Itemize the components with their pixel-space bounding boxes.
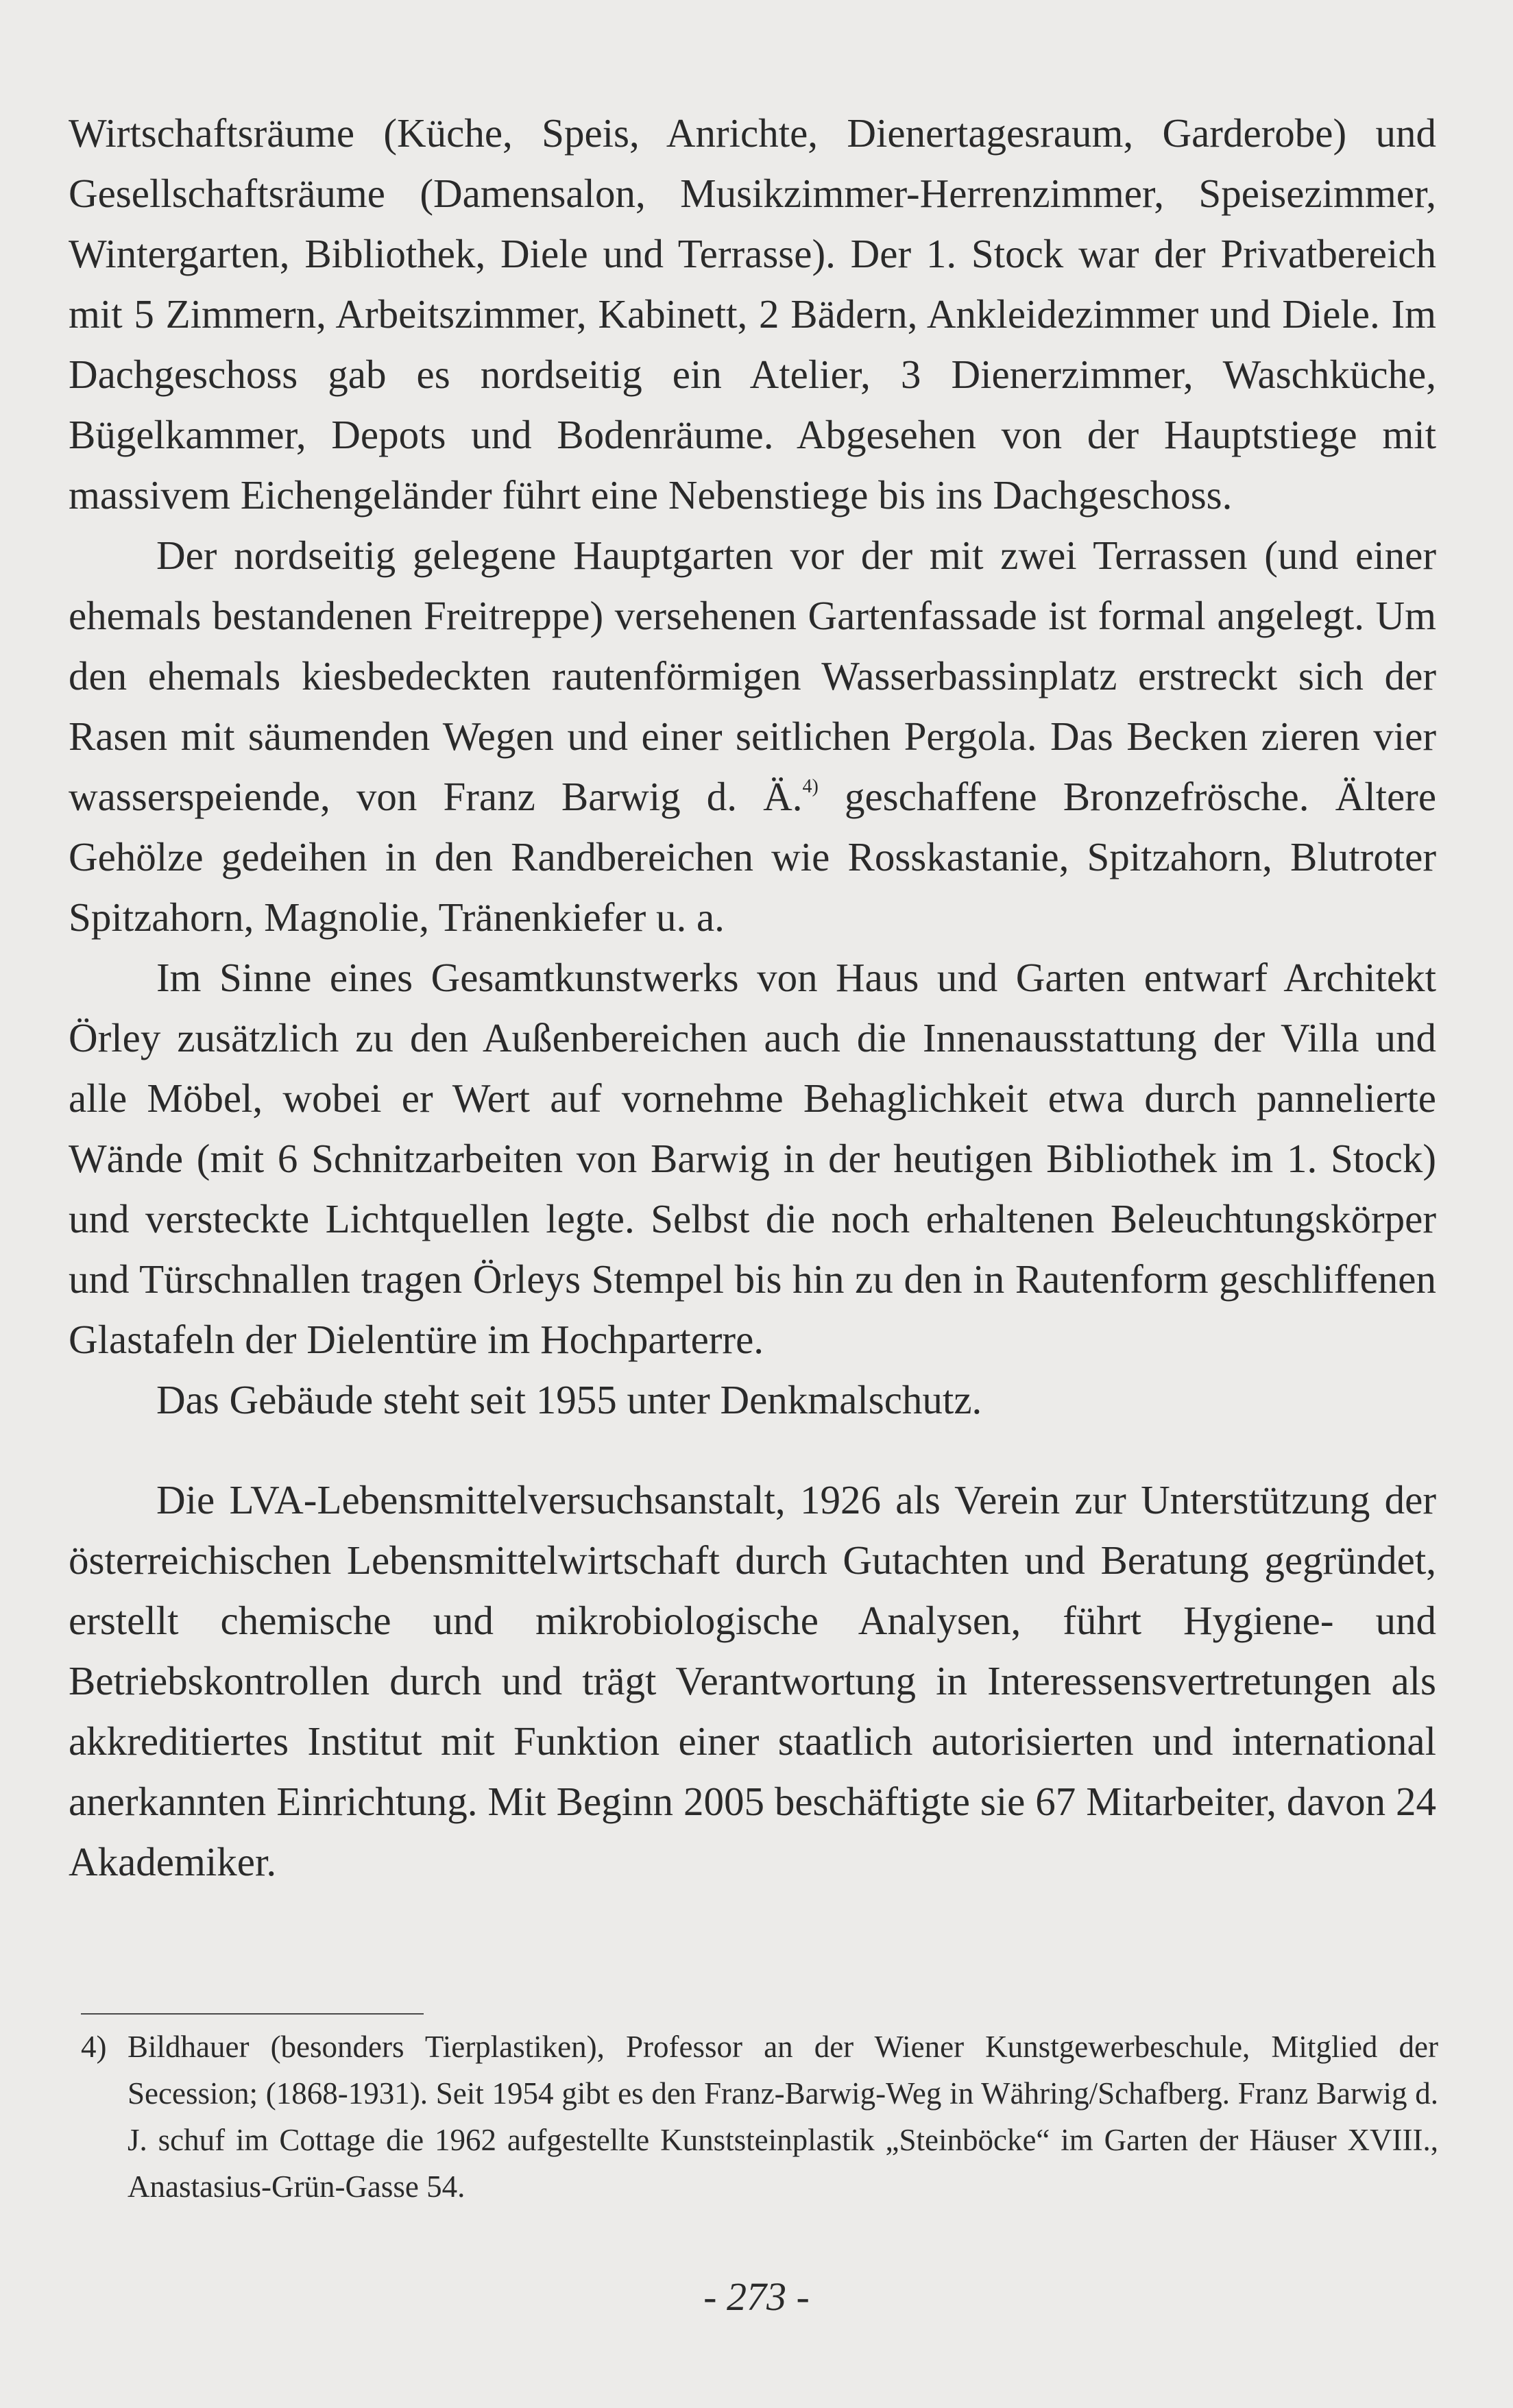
footnote-marker: 4): [81, 2030, 107, 2064]
paragraph-2-text-before: Der nordseitig gelegene Hauptgarten vor der mit zwei Terrassen (und einer ehemals bestandenen Freitreppe) versehenen Gartenfassade ist formal angelegt. Um den ehemals kiesbedeckten rautenförmigen Wasserbassinplatz erstreckt sich der Rasen mit säumenden Wegen und einer seitlichen Pergola. Das Becken zieren vier wasserspeiende, von Franz Barwig d. Ä.: [69, 533, 1436, 819]
footnotes: [81, 2023, 1438, 2210]
paragraph-3: Im Sinne eines Gesamtkunstwerks von Haus und Garten entwarf Architekt Örley zusätzlich zu den Außenbereichen auch die Innenausstattung der Villa und alle Möbel, wobei er Wert auf vornehme Behaglichkeit etwa durch pannelierte Wände (mit 6 Schnitzarbeiten von Barwig in der heutigen Bibliothek im 1. Stock) und versteckte Lichtquellen legte. Selbst die noch erhaltenen Beleuchtungskörper und Türschnallen tragen Örleys Stempel bis hin zu den in Rautenform geschliffenen Glastafeln der Dielentüre im Hochparterre.: [69, 955, 1436, 1362]
page-number: - 273 -: [703, 2274, 810, 2319]
paragraph-4: Das Gebäude steht seit 1955 unter Denkmalschutz.: [156, 1377, 982, 1422]
paragraph-1: Wirtschaftsräume (Küche, Speis, Anrichte, Dienertagesraum, Garderobe) und Gesellschaftsräume (Damensalon, Musikzimmer-Herrenzimmer, Speisezimmer, Wintergarten, Bibliothek, Diele und Terrasse). Der 1. Stock war der Privatbereich mit 5 Zimmern, Arbeitszimmer, Kabinett, 2 Bädern, Ankleidezimmer und Diele. Im Dachgeschoss gab es nordseitig ein Atelier, 3 Dienerzimmer, Waschküche, Bügelkammer, Depots und Bodenräume. Abgesehen von der Hauptstiege mit massivem Eichengeländer führt eine Nebenstiege bis ins Dachgeschoss.: [69, 110, 1436, 518]
footnote-text: Bildhauer (besonders Tierplastiken), Professor an der Wiener Kunstgewerbeschule, Mitglied der Secession; (1868-1931). Seit 1954 gibt es den Franz-Barwig-Weg in Währing/Schafberg. Franz Barwig d. J. schuf im Cottage die 1962 aufgestellte Kunststeinplastik „Steinböcke“ im Garten der Häuser XVIII., Anastasius-Grün-Gasse 54.: [128, 2030, 1438, 2204]
footnote-reference: 4): [802, 776, 819, 797]
footnote-divider: [81, 2013, 424, 2015]
paragraph-2: [69, 525, 1436, 947]
paragraph-2-text-after: geschaffene Bronzefrösche. Ältere Gehölze gedeihen in den Randbereichen wie Rosskastanie, Spitzahorn, Blutroter Spitzahorn, Magnolie, Tränenkiefer u. a.: [69, 774, 1437, 940]
paragraph-5: Die LVA-Lebensmittelversuchsanstalt, 1926 als Verein zur Unterstützung der österreichischen Lebensmittelwirtschaft durch Gutachten und Beratung gegründet, erstellt chemische und mikrobiologische Analysen, führt Hygiene- und Betriebskontrollen durch und trägt Verantwortung in Interessensvertretungen als akkreditiertes Institut mit Funktion einer staatlich autorisierten und international anerkannten Einrichtung. Mit Beginn 2005 beschäftigte sie 67 Mitarbeiter, davon 24 Akademiker.: [69, 1477, 1436, 1884]
footnote: [81, 2023, 1438, 2210]
main-text: [69, 103, 1436, 1892]
